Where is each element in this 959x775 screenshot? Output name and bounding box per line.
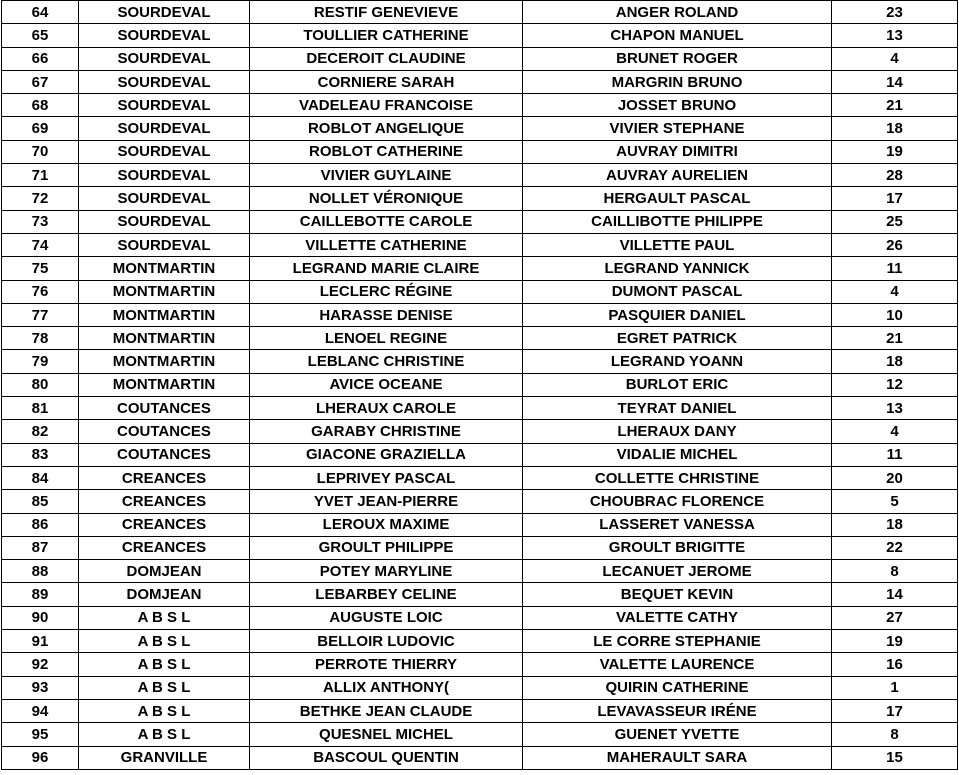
table-row [2, 47, 958, 70]
table-row [2, 583, 958, 606]
partner-two-cell: BRUNET ROGER [523, 47, 832, 70]
club-cell: MONTMARTIN [79, 280, 250, 303]
score-cell: 11 [832, 257, 958, 280]
club-cell: A B S L [79, 699, 250, 722]
score-cell: 18 [832, 117, 958, 140]
table-row [2, 233, 958, 256]
club-cell: CREANCES [79, 490, 250, 513]
partner-two-cell: LEGRAND YANNICK [523, 257, 832, 280]
partner-two-cell: VIDALIE MICHEL [523, 443, 832, 466]
score-cell: 17 [832, 187, 958, 210]
partner-two-cell: AUVRAY AURELIEN [523, 164, 832, 187]
row-number-cell: 81 [2, 397, 79, 420]
club-cell: SOURDEVAL [79, 187, 250, 210]
row-number-cell: 65 [2, 24, 79, 47]
score-cell: 4 [832, 420, 958, 443]
partner-one-cell: ROBLOT CATHERINE [250, 140, 523, 163]
partner-one-cell: DECEROIT CLAUDINE [250, 47, 523, 70]
table-row [2, 490, 958, 513]
score-cell: 4 [832, 280, 958, 303]
table-row [2, 327, 958, 350]
club-cell: A B S L [79, 723, 250, 746]
partner-one-cell: RESTIF GENEVIEVE [250, 1, 523, 24]
table-row [2, 350, 958, 373]
partner-two-cell: EGRET PATRICK [523, 327, 832, 350]
row-number-cell: 93 [2, 676, 79, 699]
club-cell: MONTMARTIN [79, 303, 250, 326]
club-cell: SOURDEVAL [79, 94, 250, 117]
row-number-cell: 71 [2, 164, 79, 187]
score-cell: 27 [832, 606, 958, 629]
row-number-cell: 77 [2, 303, 79, 326]
row-number-cell: 95 [2, 723, 79, 746]
partner-two-cell: LEVAVASSEUR IRÉNE [523, 699, 832, 722]
score-cell: 18 [832, 350, 958, 373]
score-cell: 21 [832, 94, 958, 117]
row-number-cell: 82 [2, 420, 79, 443]
club-cell: SOURDEVAL [79, 233, 250, 256]
partner-two-cell: PASQUIER DANIEL [523, 303, 832, 326]
table-row [2, 187, 958, 210]
score-cell: 4 [832, 47, 958, 70]
partner-one-cell: NOLLET VÉRONIQUE [250, 187, 523, 210]
table-row [2, 210, 958, 233]
club-cell: COUTANCES [79, 443, 250, 466]
club-cell: MONTMARTIN [79, 327, 250, 350]
table-row [2, 513, 958, 536]
row-number-cell: 90 [2, 606, 79, 629]
score-cell: 28 [832, 164, 958, 187]
partner-one-cell: VIVIER GUYLAINE [250, 164, 523, 187]
partner-one-cell: LEBLANC CHRISTINE [250, 350, 523, 373]
results-table [1, 0, 958, 770]
partner-one-cell: LENOEL REGINE [250, 327, 523, 350]
partner-two-cell: LECANUET JEROME [523, 560, 832, 583]
table-row [2, 699, 958, 722]
table-row [2, 676, 958, 699]
partner-two-cell: TEYRAT DANIEL [523, 397, 832, 420]
table-row [2, 606, 958, 629]
club-cell: SOURDEVAL [79, 24, 250, 47]
table-row [2, 746, 958, 769]
club-cell: MONTMARTIN [79, 257, 250, 280]
row-number-cell: 83 [2, 443, 79, 466]
partner-two-cell: MAHERAULT SARA [523, 746, 832, 769]
row-number-cell: 68 [2, 94, 79, 117]
partner-two-cell: LEGRAND YOANN [523, 350, 832, 373]
table-row [2, 24, 958, 47]
club-cell: A B S L [79, 606, 250, 629]
partner-two-cell: CHOUBRAC FLORENCE [523, 490, 832, 513]
row-number-cell: 92 [2, 653, 79, 676]
partner-one-cell: LEROUX MAXIME [250, 513, 523, 536]
table-row [2, 466, 958, 489]
row-number-cell: 85 [2, 490, 79, 513]
row-number-cell: 69 [2, 117, 79, 140]
row-number-cell: 80 [2, 373, 79, 396]
partner-one-cell: QUESNEL MICHEL [250, 723, 523, 746]
partner-one-cell: VILLETTE CATHERINE [250, 233, 523, 256]
table-row [2, 443, 958, 466]
partner-one-cell: YVET JEAN-PIERRE [250, 490, 523, 513]
score-cell: 12 [832, 373, 958, 396]
table-row [2, 280, 958, 303]
partner-one-cell: BASCOUL QUENTIN [250, 746, 523, 769]
score-cell: 25 [832, 210, 958, 233]
table-row [2, 70, 958, 93]
table-row [2, 257, 958, 280]
score-cell: 19 [832, 140, 958, 163]
partner-one-cell: HARASSE DENISE [250, 303, 523, 326]
club-cell: CREANCES [79, 536, 250, 559]
table-row [2, 303, 958, 326]
table-row [2, 420, 958, 443]
club-cell: MONTMARTIN [79, 373, 250, 396]
partner-two-cell: QUIRIN CATHERINE [523, 676, 832, 699]
score-cell: 10 [832, 303, 958, 326]
partner-one-cell: VADELEAU FRANCOISE [250, 94, 523, 117]
score-cell: 21 [832, 327, 958, 350]
row-number-cell: 94 [2, 699, 79, 722]
row-number-cell: 64 [2, 1, 79, 24]
score-cell: 14 [832, 70, 958, 93]
row-number-cell: 74 [2, 233, 79, 256]
table-row [2, 630, 958, 653]
score-cell: 5 [832, 490, 958, 513]
partner-one-cell: ROBLOT ANGELIQUE [250, 117, 523, 140]
score-cell: 16 [832, 653, 958, 676]
table-body [2, 1, 958, 770]
partner-two-cell: GUENET YVETTE [523, 723, 832, 746]
partner-two-cell: HERGAULT PASCAL [523, 187, 832, 210]
club-cell: SOURDEVAL [79, 210, 250, 233]
partner-one-cell: AUGUSTE LOIC [250, 606, 523, 629]
club-cell: DOMJEAN [79, 560, 250, 583]
partner-two-cell: AUVRAY DIMITRI [523, 140, 832, 163]
partner-two-cell: CHAPON MANUEL [523, 24, 832, 47]
club-cell: SOURDEVAL [79, 1, 250, 24]
partner-two-cell: DUMONT PASCAL [523, 280, 832, 303]
score-cell: 13 [832, 24, 958, 47]
table-row [2, 164, 958, 187]
row-number-cell: 67 [2, 70, 79, 93]
row-number-cell: 87 [2, 536, 79, 559]
club-cell: SOURDEVAL [79, 117, 250, 140]
club-cell: SOURDEVAL [79, 140, 250, 163]
row-number-cell: 72 [2, 187, 79, 210]
row-number-cell: 73 [2, 210, 79, 233]
table-row [2, 560, 958, 583]
table-row [2, 653, 958, 676]
partner-two-cell: VILLETTE PAUL [523, 233, 832, 256]
partner-one-cell: TOULLIER CATHERINE [250, 24, 523, 47]
row-number-cell: 96 [2, 746, 79, 769]
score-cell: 26 [832, 233, 958, 256]
partner-one-cell: CORNIERE SARAH [250, 70, 523, 93]
table-row [2, 397, 958, 420]
club-cell: CREANCES [79, 466, 250, 489]
partner-one-cell: LHERAUX CAROLE [250, 397, 523, 420]
score-cell: 14 [832, 583, 958, 606]
partner-one-cell: POTEY MARYLINE [250, 560, 523, 583]
score-cell: 8 [832, 560, 958, 583]
partner-two-cell: BEQUET KEVIN [523, 583, 832, 606]
club-cell: DOMJEAN [79, 583, 250, 606]
partner-two-cell: ANGER ROLAND [523, 1, 832, 24]
table-row [2, 373, 958, 396]
row-number-cell: 86 [2, 513, 79, 536]
partner-two-cell: LHERAUX DANY [523, 420, 832, 443]
partner-one-cell: LECLERC RÉGINE [250, 280, 523, 303]
table-row [2, 94, 958, 117]
partner-two-cell: LE CORRE STEPHANIE [523, 630, 832, 653]
row-number-cell: 70 [2, 140, 79, 163]
partner-one-cell: BELLOIR LUDOVIC [250, 630, 523, 653]
score-cell: 22 [832, 536, 958, 559]
score-cell: 15 [832, 746, 958, 769]
row-number-cell: 75 [2, 257, 79, 280]
club-cell: COUTANCES [79, 420, 250, 443]
club-cell: SOURDEVAL [79, 47, 250, 70]
score-cell: 11 [832, 443, 958, 466]
partner-two-cell: COLLETTE CHRISTINE [523, 466, 832, 489]
partner-two-cell: VALETTE CATHY [523, 606, 832, 629]
table-row [2, 536, 958, 559]
partner-two-cell: MARGRIN BRUNO [523, 70, 832, 93]
row-number-cell: 91 [2, 630, 79, 653]
partner-two-cell: GROULT BRIGITTE [523, 536, 832, 559]
partner-one-cell: BETHKE JEAN CLAUDE [250, 699, 523, 722]
club-cell: A B S L [79, 653, 250, 676]
row-number-cell: 79 [2, 350, 79, 373]
partner-two-cell: BURLOT ERIC [523, 373, 832, 396]
club-cell: COUTANCES [79, 397, 250, 420]
table-row [2, 723, 958, 746]
club-cell: MONTMARTIN [79, 350, 250, 373]
club-cell: SOURDEVAL [79, 70, 250, 93]
partner-one-cell: GROULT PHILIPPE [250, 536, 523, 559]
partner-one-cell: PERROTE THIERRY [250, 653, 523, 676]
row-number-cell: 84 [2, 466, 79, 489]
partner-one-cell: LEGRAND MARIE CLAIRE [250, 257, 523, 280]
partner-two-cell: VIVIER STEPHANE [523, 117, 832, 140]
partner-two-cell: CAILLIBOTTE PHILIPPE [523, 210, 832, 233]
score-cell: 8 [832, 723, 958, 746]
partner-two-cell: VALETTE LAURENCE [523, 653, 832, 676]
score-cell: 20 [832, 466, 958, 489]
club-cell: GRANVILLE [79, 746, 250, 769]
club-cell: A B S L [79, 676, 250, 699]
table-row [2, 140, 958, 163]
partner-one-cell: GIACONE GRAZIELLA [250, 443, 523, 466]
partner-one-cell: GARABY CHRISTINE [250, 420, 523, 443]
club-cell: CREANCES [79, 513, 250, 536]
row-number-cell: 76 [2, 280, 79, 303]
partner-one-cell: LEPRIVEY PASCAL [250, 466, 523, 489]
score-cell: 1 [832, 676, 958, 699]
table-row [2, 117, 958, 140]
partner-one-cell: AVICE OCEANE [250, 373, 523, 396]
score-cell: 17 [832, 699, 958, 722]
partner-one-cell: CAILLEBOTTE CAROLE [250, 210, 523, 233]
partner-two-cell: JOSSET BRUNO [523, 94, 832, 117]
partner-one-cell: ALLIX ANTHONY( [250, 676, 523, 699]
row-number-cell: 88 [2, 560, 79, 583]
row-number-cell: 78 [2, 327, 79, 350]
row-number-cell: 66 [2, 47, 79, 70]
score-cell: 18 [832, 513, 958, 536]
table-row [2, 1, 958, 24]
score-cell: 19 [832, 630, 958, 653]
partner-one-cell: LEBARBEY CELINE [250, 583, 523, 606]
club-cell: SOURDEVAL [79, 164, 250, 187]
partner-two-cell: LASSERET VANESSA [523, 513, 832, 536]
club-cell: A B S L [79, 630, 250, 653]
row-number-cell: 89 [2, 583, 79, 606]
score-cell: 13 [832, 397, 958, 420]
score-cell: 23 [832, 1, 958, 24]
